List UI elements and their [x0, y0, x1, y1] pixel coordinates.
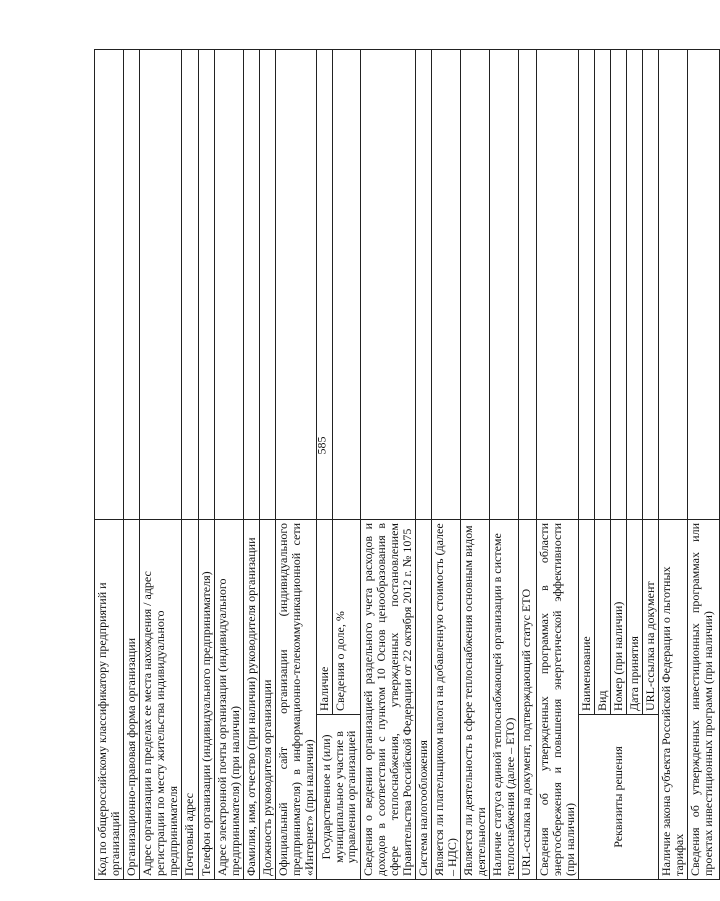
value-req-date — [626, 50, 642, 520]
row-postal: Почтовый адрес — [181, 520, 198, 880]
value-eto-url — [519, 50, 537, 520]
row-state-presence: Наличие — [317, 520, 333, 715]
row-vat: Является ли плательщиком налога на добавленную стоимость (далее – НДС) — [432, 520, 461, 880]
value-req-number — [610, 50, 626, 520]
row-req-url: URL-ссылка на документ — [642, 520, 658, 715]
row-tax-system: Система налогообложения — [416, 520, 432, 880]
row-email: Адрес электронной почты организации (индивидуального предпринимателя) (при наличии) — [214, 520, 243, 880]
row-subject-law: Наличие закона субъекта Российской Федерации о льготных тарифах — [658, 520, 687, 880]
value-investment — [687, 50, 719, 520]
page-number: 585 — [314, 436, 329, 455]
value-req-url — [642, 50, 658, 520]
row-decision-requisites: Реквизиты решения — [578, 715, 658, 880]
value-phone — [198, 50, 214, 520]
value-address — [139, 50, 181, 520]
value-state-presence — [314, 50, 333, 520]
value-separate-accounting — [361, 50, 416, 520]
value-head-position — [259, 50, 275, 520]
row-state-share: Сведения о доле, % — [333, 520, 361, 715]
row-state-participation: Государственное и (или) муниципальное участие в управлении организацией — [317, 715, 361, 880]
value-eto-status — [490, 50, 519, 520]
value-head-name — [243, 50, 259, 520]
row-okpo: Код по общероссийскому классификатору предприятий и организаций — [95, 520, 124, 880]
value-postal — [181, 50, 198, 520]
row-head-name: Фамилия, имя, отчество (при наличии) руководителя организации — [243, 520, 259, 880]
row-eto-url: URL-ссылка на документ, подтверждающий статус ЕТО — [519, 520, 537, 880]
row-energy-programs: Сведения об утвержденных программах в области энергосбережения и повышения энергетической эффективности (при наличии) — [537, 520, 579, 880]
row-investment: Сведения об утвержденных инвестиционных программах или проектах инвестиционных программ (при наличии) — [687, 520, 719, 880]
row-head-position: Должность руководителя организации — [259, 520, 275, 880]
row-opf: Организационно-правовая форма организации — [123, 520, 139, 880]
value-subject-law — [658, 50, 687, 520]
row-req-number: Номер (при наличии) — [610, 520, 626, 715]
value-req-name — [578, 50, 594, 520]
row-phone: Телефон организации (индивидуального предпринимателя) — [198, 520, 214, 880]
value-opf — [123, 50, 139, 520]
row-address: Адрес организации в пределах ее места нахождения / адрес регистрации по месту жительства индивидуального предпринимателя — [139, 520, 181, 880]
row-req-name: Наименование — [578, 520, 594, 715]
value-energy-programs — [537, 50, 579, 520]
row-main-activity: Является ли деятельность в сфере теплоснабжения основным видом деятельности — [461, 520, 490, 880]
organization-info-table — [94, 49, 720, 880]
row-website: Официальный сайт организации (индивидуального предпринимателя) в информационно-телекоммуникационной сети «Интернет» (при наличии) — [275, 520, 317, 880]
row-req-type: Вид — [594, 520, 610, 715]
row-req-date: Дата принятия — [626, 520, 642, 715]
row-separate-accounting: Сведения о ведении организацией раздельного учета расходов и доходов в соответствии с пунктом 10 Основ ценообразования в сфере теплоснабжения, утвержденных постановлением Правительства Российской Федерации от 22 октября 2012 г. № 1075 — [361, 520, 416, 880]
value-req-type — [594, 50, 610, 520]
value-tax-system — [416, 50, 432, 520]
value-okpo — [95, 50, 124, 520]
value-vat — [432, 50, 461, 520]
value-main-activity — [461, 50, 490, 520]
value-website — [275, 50, 317, 520]
row-eto-status: Наличие статуса единой теплоснабжающей организации в системе теплоснабжения (далее – ЕТО) — [490, 520, 519, 880]
value-state-share — [333, 50, 361, 520]
rotated-form — [94, 50, 715, 880]
value-email — [214, 50, 243, 520]
